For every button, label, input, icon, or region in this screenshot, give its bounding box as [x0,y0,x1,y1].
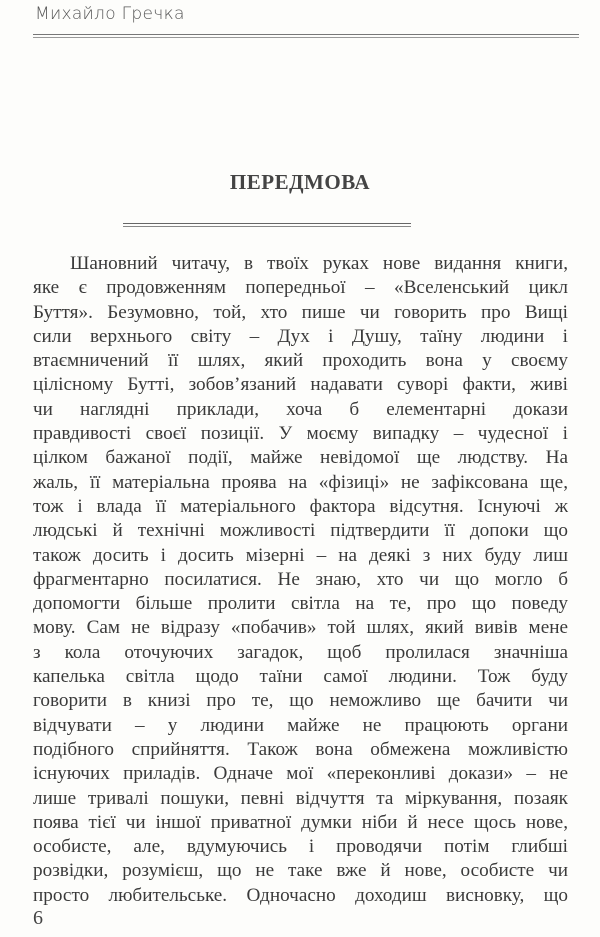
text-line: фрагментарно посилатися. Не знаю, хто чи що могло б [33,568,568,590]
text-line: правдивості своєї позиції. У моєму випадку – чудесної і [33,423,568,445]
text-line: Шановний читачу, в твоїх руках нове видання книги, [70,253,568,274]
text-line: просто любительське. Одночасно доходиш висновку, що [33,884,568,906]
text-line: розвідки, розумієш, що не таке вже й нове, особисте чи [33,860,568,882]
body-paragraph [33,252,568,908]
text-line: мову. Сам не відразу «побачив» той шлях, який вивів мене [33,617,568,639]
text-line: яке є продовженням попередньої – «Вселенський цикл [33,277,568,299]
text-line: поява тієї чи іншої приватної думки ніби й несе щось нове, [33,811,568,833]
text-line: з кола оточуючих загадок, щоб пролилася значніша [33,641,568,663]
text-line: відчувати – у людини майже не працюють органи [33,714,568,736]
text-line: лише тривалі пошуки, певні відчуття та міркування, позаяк [33,787,568,809]
text-line: цілісному Бутті, зобов’язаний надавати суворі факти, живі [33,374,568,396]
text-line: особисте, але, вдумуючись і проводячи потім глибші [33,836,568,858]
text-line: цілком бажаної події, майже невідомої ще людству. На [33,447,568,469]
text-line: також досить і досить мізерні – на деякі з них буду лиш [33,544,568,566]
text-line: капелька світла щодо таїни самої людини. Тож буду [33,666,568,688]
text-line: існуючих приладів. Одначе мої «переконливі докази» – не [33,763,568,785]
text-line: чи наглядні приклади, хоча б елементарні докази [33,398,568,420]
text-line: подібного сприйняття. Також вона обмежена можливістю [33,738,568,760]
text-line: говорити в книзі про те, що неможливо ще бачити чи [33,690,568,712]
text-line: втаємничений її шлях, який проходить вона у своєму [33,350,568,372]
page-number: 6 [33,907,43,929]
text-line: допомогти більше пролити світла на те, про що поведу [33,593,568,615]
text-line: жаль, її матеріальна проява на «фізиці» не зафіксована ще, [33,471,568,493]
text-line: тож і влада її матеріального фактора відсутня. Існуючі ж [33,495,568,517]
header-rule [33,34,579,38]
title-rule [123,223,411,227]
text-line: людські й технічні можливості підтвердити її допоки що [33,520,568,542]
running-head-author: Михайло Гречка [35,4,185,24]
text-line: сили верхнього світу – Дух і Душу, таїну людини і [33,325,568,347]
chapter-title: ПЕРЕДМОВА [229,170,371,194]
text-line: Буття». Безумовно, той, хто пише чи говорить про Вищі [33,301,568,323]
